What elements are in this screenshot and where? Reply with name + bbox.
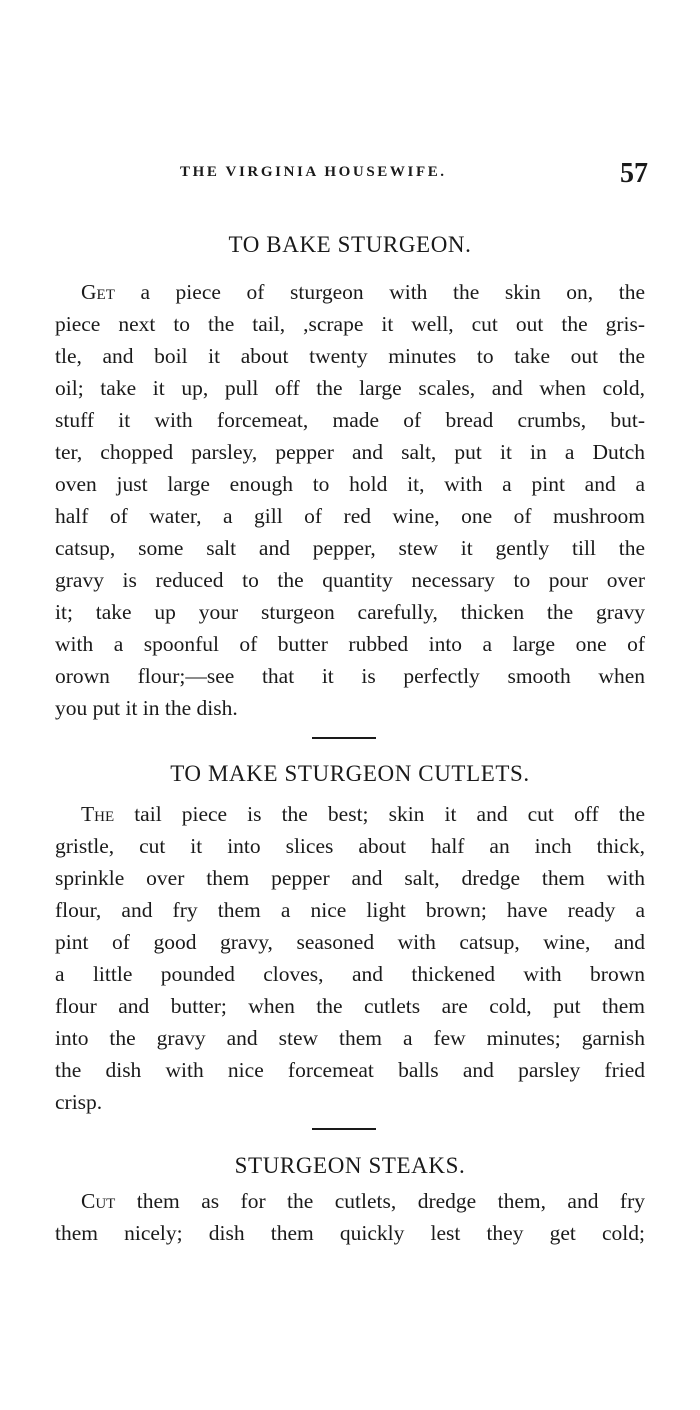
paragraph-line: ter, chopped parsley, pepper and salt, put it in a Dutch (55, 440, 645, 464)
paragraph-line: the dish with nice forcemeat balls and parsley fried (55, 1058, 645, 1082)
paragraph-line: flour and butter; when the cutlets are cold, put them (55, 994, 645, 1018)
paragraph-line: catsup, some salt and pepper, stew it gently till the (55, 536, 645, 560)
paragraph-line: orown flour;—see that it is perfectly smooth when (55, 664, 645, 688)
paragraph-line: you put it in the dish. (55, 696, 238, 720)
paragraph-line: with a spoonful of butter rubbed into a large one of (55, 632, 645, 656)
section-title-bake-sturgeon: TO BAKE STURGEON. (228, 232, 472, 257)
running-head (55, 158, 650, 198)
paragraph-line: crisp. (55, 1090, 103, 1114)
paragraph-line: oven just large enough to hold it, with a pint and a (55, 472, 645, 496)
paragraph-line: Get a piece of sturgeon with the skin on, the (81, 280, 645, 304)
paragraph-line: sprinkle over them pepper and salt, dredge them with (55, 866, 645, 890)
paragraph-sturgeon-cutlets (55, 798, 645, 1118)
paragraph-line: gristle, cut it into slices about half an inch thick, (55, 834, 645, 858)
paragraph-line: stuff it with forcemeat, made of bread crumbs, but- (55, 408, 645, 432)
paragraph-line: a little pounded cloves, and thickened with brown (55, 962, 645, 986)
paragraph-line: oil; take it up, pull off the large scales, and when cold, (55, 376, 645, 400)
paragraph-line: half of water, a gill of red wine, one of mushroom (55, 504, 645, 528)
section-title-sturgeon-cutlets: TO MAKE STURGEON CUTLETS. (170, 761, 530, 786)
paragraph-line: Cut them as for the cutlets, dredge them, and fry (81, 1189, 645, 1213)
paragraph-line: pint of good gravy, seasoned with catsup, wine, and (55, 930, 645, 954)
page-number: 57 (620, 158, 648, 189)
section-divider (312, 1128, 376, 1130)
section-title-sturgeon-steaks: STURGEON STEAKS. (234, 1153, 466, 1178)
paragraph-sturgeon-steaks (55, 1185, 645, 1249)
paragraph-line: flour, and fry them a nice light brown; have ready a (55, 898, 645, 922)
paragraph-bake-sturgeon (55, 276, 645, 724)
paragraph-line: into the gravy and stew them a few minutes; garnish (55, 1026, 645, 1050)
lead-word: Get (81, 280, 115, 304)
running-title: THE VIRGINIA HOUSEWIFE. (180, 164, 447, 180)
lead-word: The (81, 802, 115, 826)
paragraph-line: it; take up your sturgeon carefully, thicken the gravy (55, 600, 645, 624)
paragraph-line: piece next to the tail, ,scrape it well, cut out the gris- (55, 312, 645, 336)
section-divider (312, 737, 376, 739)
paragraph-line: them nicely; dish them quickly lest they get cold; (55, 1221, 645, 1245)
paragraph-line: tle, and boil it about twenty minutes to take out the (55, 344, 645, 368)
paragraph-line: The tail piece is the best; skin it and cut off the (81, 802, 645, 826)
paragraph-line: gravy is reduced to the quantity necessary to pour over (55, 568, 645, 592)
lead-word: Cut (81, 1189, 116, 1213)
